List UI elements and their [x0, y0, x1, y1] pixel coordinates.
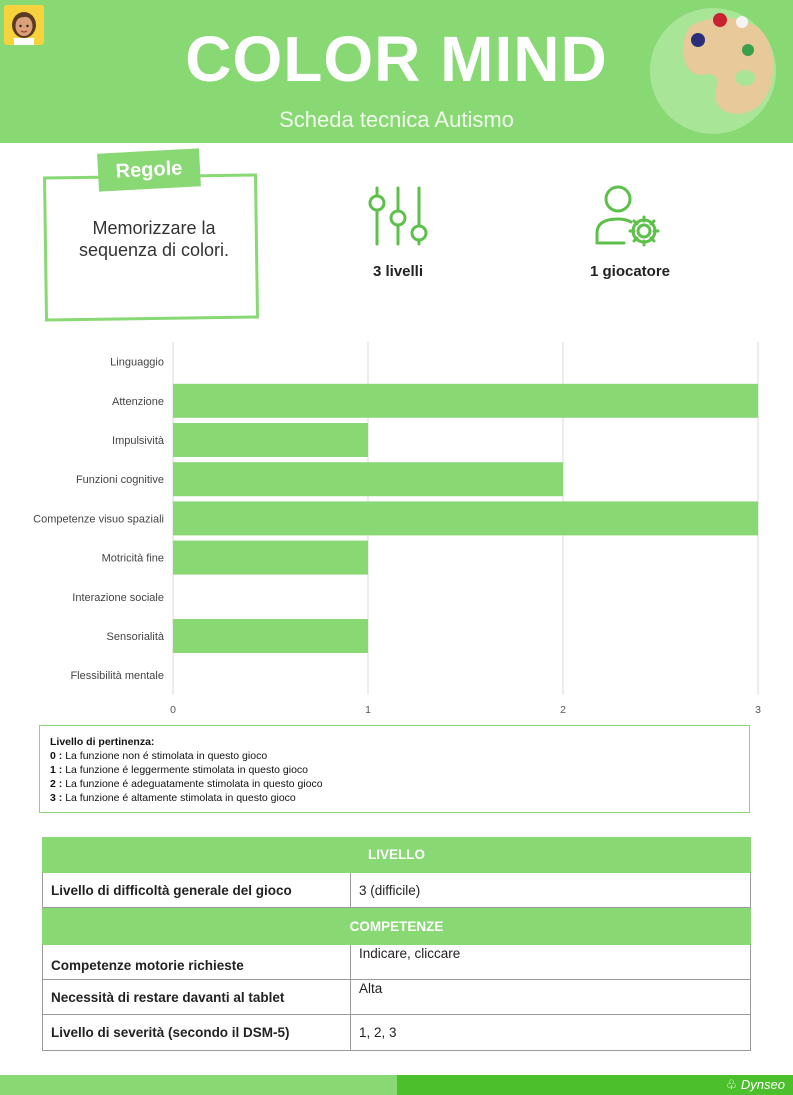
bar [173, 462, 563, 496]
rules-tag: Regole [97, 148, 201, 191]
user-gear-icon [594, 183, 664, 249]
bar [173, 541, 368, 575]
table-row [42, 980, 751, 1015]
footer-bar [0, 1075, 397, 1095]
row-value: Alta [359, 981, 383, 996]
rules-text: Memorizzare la sequenza di colori. [78, 218, 230, 260]
players-label: 1 giocatore [589, 263, 671, 280]
y-category-label: Impulsività [112, 435, 164, 447]
x-tick-label: 3 [755, 703, 761, 715]
y-category-label: Funzioni cognitive [75, 474, 164, 487]
legend-item: 0 : La funzione non é stimolata in questo gioco [50, 750, 268, 762]
levels-label: 3 livelli [372, 263, 424, 280]
legend-title: Livello di pertinenza: [50, 736, 155, 748]
brand-logo: ♧ Dynseo [725, 1077, 785, 1092]
x-tick-label: 1 [365, 703, 371, 715]
legend-item: 1 : La funzione é leggermente stimolata in questo gioco [50, 764, 309, 776]
row-value: Indicare, cliccare [359, 946, 461, 961]
leaf-icon: ♧ [725, 1077, 738, 1092]
y-category-label: Flessibilità mentale [70, 670, 164, 683]
y-category-label: Motricità fine [101, 552, 164, 565]
row-value: 1, 2, 3 [359, 1025, 397, 1040]
relevance-legend [39, 725, 750, 813]
paint-palette-icon [650, 8, 776, 134]
legend-item: 2 : La funzione é adeguatamente stimolata in questo gioco [50, 778, 323, 790]
x-tick-label: 2 [560, 703, 566, 715]
bar [173, 501, 758, 535]
row-label: Competenze motorie richieste [43, 945, 351, 979]
y-category-label: Attenzione [112, 395, 164, 408]
x-tick-label: 0 [170, 703, 176, 715]
table-row [42, 873, 751, 908]
row-value: 3 (difficile) [359, 882, 421, 898]
header-banner [0, 0, 793, 143]
page-subtitle: Scheda tecnica Autismo [279, 107, 514, 132]
skills-bar-chart [0, 335, 793, 715]
level-header: LIVELLO [42, 837, 751, 873]
legend-item: 3 : La funzione é altamente stimolata in questo gioco [50, 792, 296, 804]
y-category-label: Linguaggio [110, 356, 164, 369]
info-table [42, 837, 751, 1051]
bar [173, 423, 368, 457]
y-category-label: Competenze visuo spaziali [33, 513, 164, 526]
y-category-label: Sensorialità [106, 631, 164, 643]
row-label: Necessità di restare davanti al tablet [43, 980, 351, 1014]
row-label: Livello di difficoltà generale del gioco [43, 873, 351, 907]
row-label: Livello di severità (secondo il DSM-5) [43, 1015, 351, 1050]
table-row [42, 1015, 751, 1051]
table-row [42, 945, 751, 980]
sliders-icon [366, 184, 430, 250]
bar [173, 619, 368, 653]
y-category-label: Interazione sociale [72, 591, 164, 604]
skills-header: COMPETENZE [42, 908, 751, 945]
bar [173, 384, 758, 418]
palette-image [650, 8, 776, 134]
page-title: COLOR MIND [185, 23, 608, 95]
